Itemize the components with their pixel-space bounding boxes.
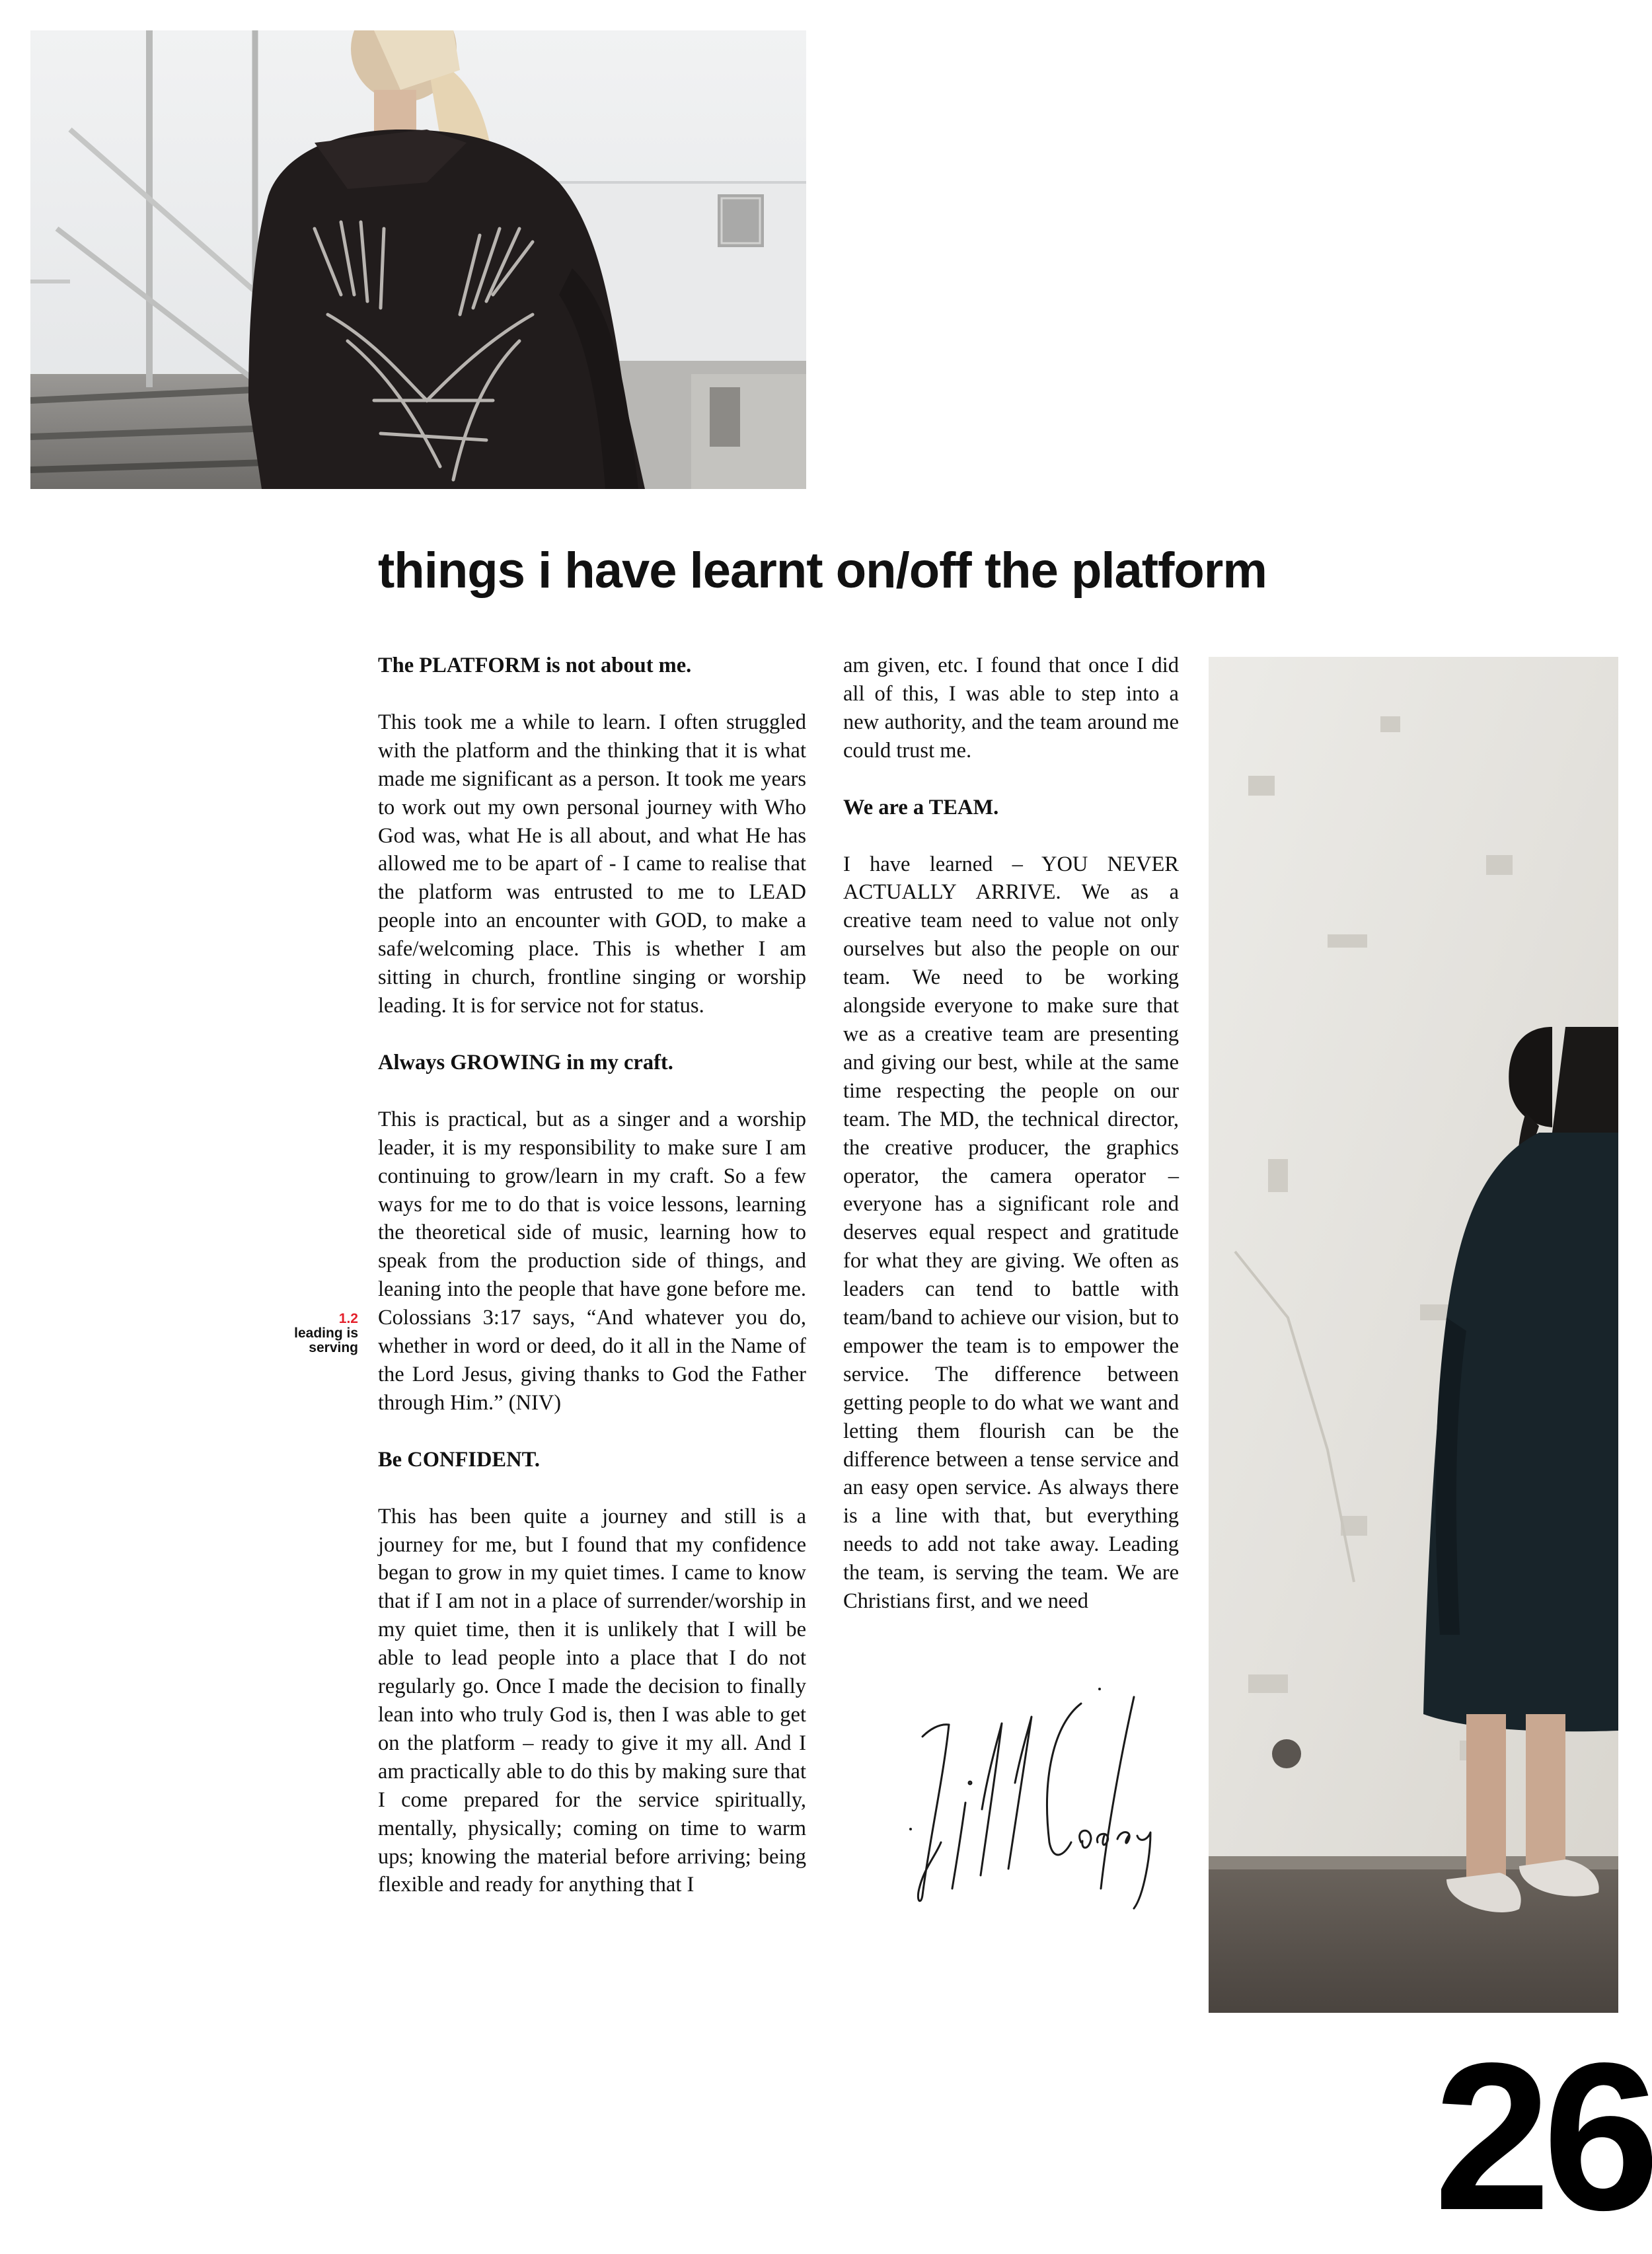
side-note-number: 1.2	[338, 1311, 358, 1326]
article-column-right	[843, 652, 1179, 1616]
section-heading-confident: Be CONFIDENT.	[378, 1447, 540, 1472]
paragraph-team: I have learned – YOU NEVER ACTUALLY ARRIVE. We as a creative team need to value not only ourselves but also the people on our team. We need to be working alongside everyone to make sure that we as a creative team are presenting and giving our best, while at the same time respecting the people on our team. The MD, the technical director, the creative producer, the graphics operator, the camera operator – everyone has a significant role and deserves equal respect and gratitude for what they are giving. We often as leaders can tend to battle with team/band to achieve our vision, but to empower the team is to empower the service. The difference between getting people to do what we want and letting them flourish can be the difference between a tense service and an easy open service. As always there is a line with that, but everything needs to add not take away. Leading the team, is serving the team. We are Christians first, and we need	[843, 852, 1179, 1614]
paragraph-confident: This has been quite a journey and still is a journey for me, but I found that my confidence began to grow in my quiet times. I came to know that if I am not in a place of surrender/worship in my quiet time, then it is unlikely that I will be able to lead people into a place that I do not regularly go. Once I made the decision to finally lean into who truly God is, then I was able to get on the platform – ready to give it my all. And I am practically able to do this by making sure that I come prepared for the service spiritually, mentally, physically; coming on time to warm ups; knowing the material before arriving; being flexible and ready for anything that I	[378, 1504, 806, 1897]
paragraph-growing: This is practical, but as a singer and a worship leader, it is my responsibility to make sure I am continuing to grow/learn in my craft. So a few ways for me to do that is voice lessons, learning the theoretical side of music, learning how to speak from the production side of things, and leaning into the people that have gone before me. Colossians 3:17 says, “And whatever you do, whether in word or deed, do it all in the Name of the Lord Jesus, giving thanks to God the Father through Him.” (NIV)	[378, 1107, 806, 1415]
page-title: things i have learnt on/off the platform	[378, 543, 1267, 599]
page-number: 26	[1434, 2019, 1652, 2254]
paragraph-platform: This took me a while to learn. I often struggled with the platform and the thinking that it is what made me significant as a person. It took me years to work out my own personal journey with Who God was, what He is all about, and what He has allowed me to be apart of - I came to realise that the platform was entrusted to me to LEAD people into an encounter with GOD, to make a safe/welcoming place. This is whether I am sitting in church, frontline singing or worship leading. It is for service not for status.	[378, 710, 806, 1018]
side-note-line2: serving	[309, 1340, 358, 1355]
section-heading-team: We are a TEAM.	[843, 795, 999, 819]
section-heading-growing: Always GROWING in my craft.	[378, 1050, 673, 1074]
side-note	[251, 1312, 358, 1355]
section-heading-platform: The PLATFORM is not about me.	[378, 654, 692, 677]
paragraph-continued: am given, etc. I found that once I did all of this, I was able to step into a new authority, and the team around me could trust me.	[843, 654, 1179, 763]
side-note-line1: leading is	[294, 1326, 358, 1341]
signature	[883, 1677, 1187, 1922]
right-photo	[1209, 657, 1618, 2013]
article-column-left	[378, 652, 806, 1899]
top-photo	[30, 30, 806, 489]
